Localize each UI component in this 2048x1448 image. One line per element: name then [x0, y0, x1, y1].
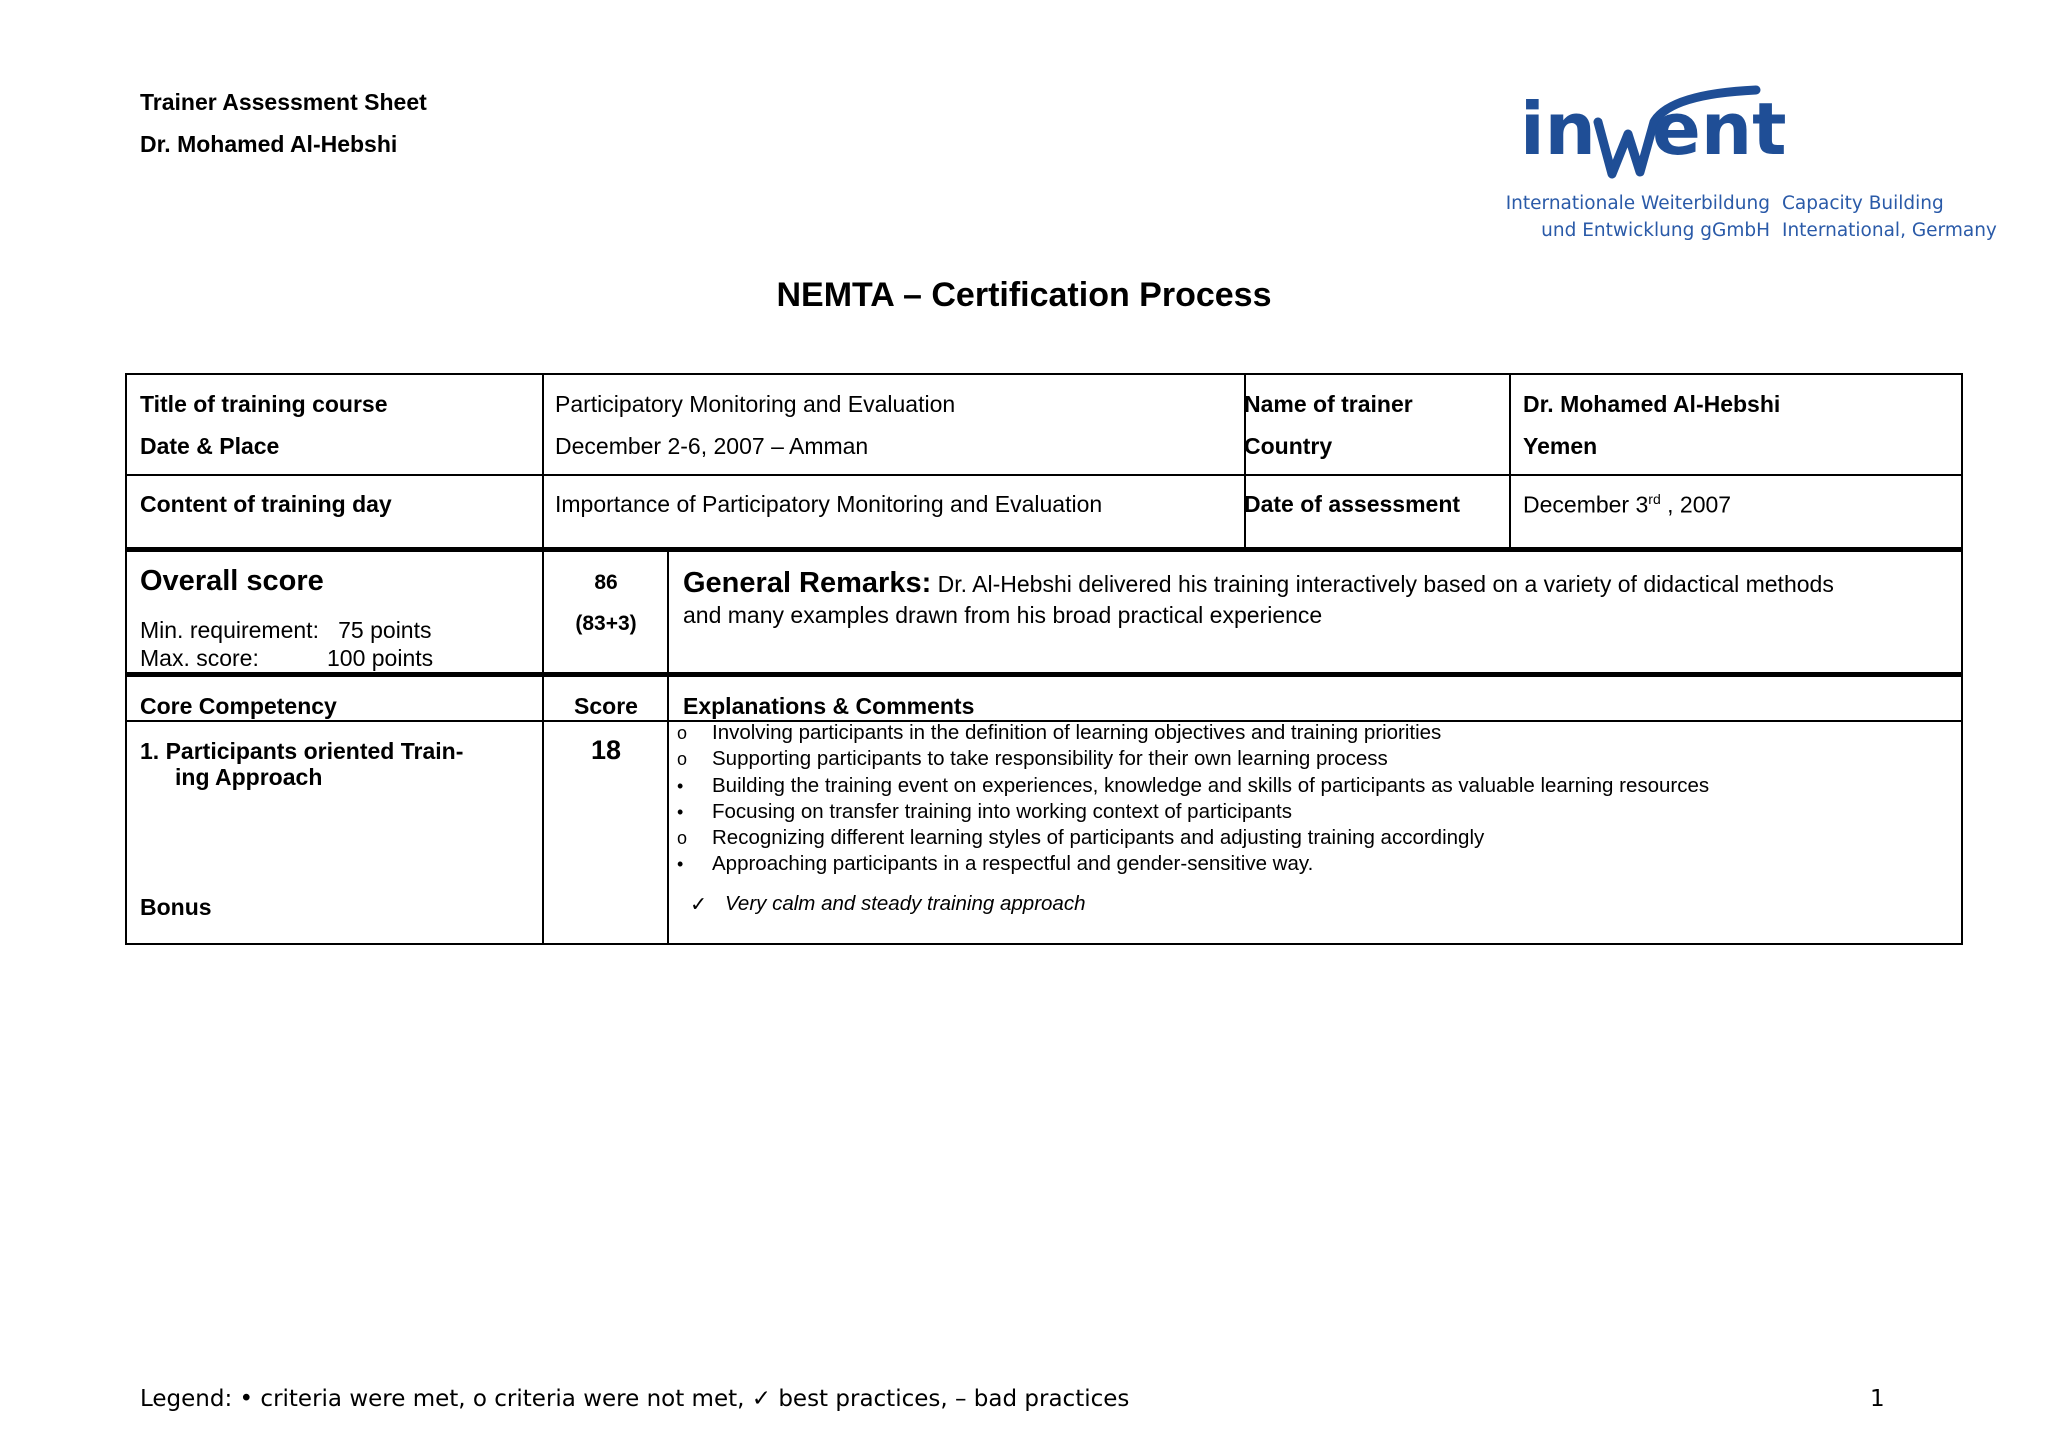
svg-text:ent: ent	[1652, 87, 1787, 171]
general-remarks-cont: and many examples drawn from his broad practical experience	[683, 602, 1323, 628]
list-item: o Involving participants in the definition of learning objectives and training priorities	[677, 720, 1709, 746]
trainer-name-header: Dr. Mohamed Al-Hebshi	[140, 131, 398, 157]
criteria-list	[677, 720, 1709, 878]
criterion-symbol: •	[677, 801, 684, 822]
col-divider	[1509, 375, 1511, 548]
row-divider-thick	[127, 547, 1961, 552]
inwent-logo	[1505, 84, 1997, 254]
page-title: NEMTA – Certification Process	[776, 276, 1272, 314]
inwent-logo-mark	[1520, 84, 1787, 184]
legend: Legend: • criteria were met, o criteria were not met, ✓ best practices, – bad practices	[140, 1386, 1130, 1412]
sheet-title: Trainer Assessment Sheet	[140, 89, 427, 115]
date-place-value: December 2-6, 2007 – Amman	[555, 433, 869, 459]
content-label: Content of training day	[140, 491, 392, 517]
criterion-symbol: o	[677, 749, 688, 770]
country-value: Yemen	[1523, 433, 1598, 459]
page-number: 1	[1870, 1386, 1885, 1412]
competency-item: 1. Participants oriented Train-	[140, 738, 464, 764]
col-header-score: Score	[574, 693, 638, 719]
competency-item-cont: ing Approach	[175, 764, 323, 790]
overall-score-value: 86	[594, 571, 618, 594]
logo-tagline-right: Capacity Building International, Germany	[1782, 193, 1997, 241]
overall-score-label: Overall score	[140, 565, 324, 597]
max-score: Max. score: 100 points	[140, 645, 434, 671]
criterion-symbol: o	[677, 828, 688, 849]
course-value: Participatory Monitoring and Evaluation	[555, 391, 956, 417]
list-item: • Building the training event on experiences, knowledge and skills of participants as valuable learning resources	[677, 773, 1709, 799]
list-item: o Supporting participants to take responsibility for their own learning process	[677, 746, 1709, 772]
competency-score: 18	[590, 735, 622, 765]
col-header-comments: Explanations & Comments	[683, 693, 975, 719]
col-header-competency: Core Competency	[140, 693, 337, 719]
criterion-symbol: •	[677, 854, 684, 875]
min-requirement: Min. requirement: 75 points	[140, 617, 432, 643]
checkmark-icon: ✓	[690, 893, 708, 916]
list-item: • Approaching participants in a respectful and gender-sensitive way.	[677, 851, 1709, 877]
country-label: Country	[1244, 433, 1333, 459]
trainer-label: Name of trainer	[1244, 391, 1413, 417]
svg-text:in: in	[1520, 87, 1596, 171]
row-divider-thick	[127, 672, 1961, 677]
general-remarks: General Remarks: Dr. Al-Hebshi delivered his training interactively based on a variety of didactical methods	[683, 567, 1834, 599]
content-value: Importance of Participatory Monitoring and Evaluation	[555, 491, 1103, 517]
assessment-date-label: Date of assessment	[1244, 491, 1461, 517]
criterion-symbol: o	[677, 723, 688, 743]
date-place-label: Date & Place	[140, 433, 280, 459]
list-item: o Recognizing different learning styles of participants and adjusting training accordingly	[677, 825, 1709, 851]
assessment-date-value: December 3rd , 2007	[1523, 491, 1732, 518]
best-practice-note: ✓ Very calm and steady training approach	[690, 892, 1086, 916]
overall-score-breakdown: (83+3)	[575, 612, 637, 635]
col-divider	[542, 375, 544, 945]
logo-tagline-left: Internationale Weiterbildung und Entwicklung gGmbH	[1505, 193, 1770, 241]
course-label: Title of training course	[140, 391, 388, 417]
row-divider	[127, 474, 1961, 476]
trainer-value: Dr. Mohamed Al-Hebshi	[1523, 391, 1781, 417]
criterion-symbol: •	[677, 775, 684, 796]
list-item: • Focusing on transfer training into working context of participants	[677, 799, 1709, 825]
bonus-label: Bonus	[140, 894, 212, 920]
